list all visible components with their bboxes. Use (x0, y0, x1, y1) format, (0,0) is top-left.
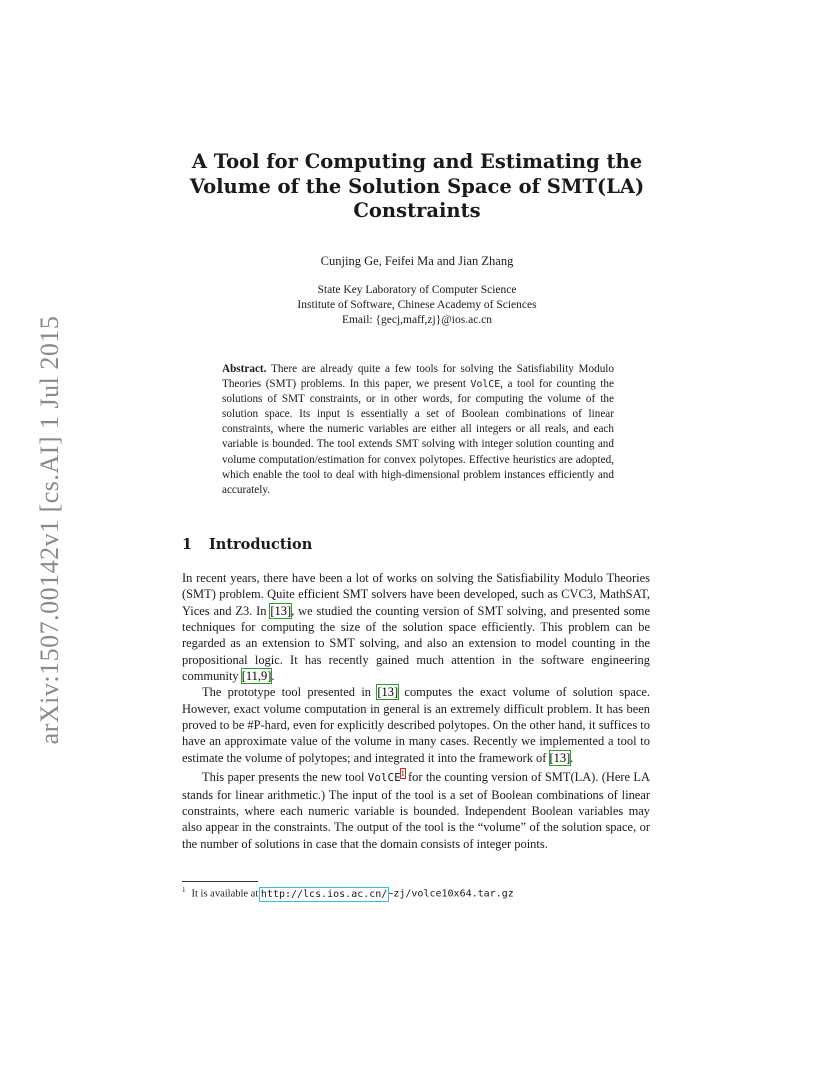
citation-link[interactable]: [13] (549, 750, 571, 765)
text-run: computes the exact volume of solution space. However, exact volume computation in general is an extremely difficult problem. It has been proved to be #P-hard, even for explicitly described polytopes. On the other hand, it suffices to have an approximate value of the volume in many cases. Recently we implemented a tool to estimate the volume of polytopes; and integrated it into the framework of (182, 685, 651, 765)
paragraph (182, 684, 650, 766)
footnote-mark: 1 (182, 886, 186, 894)
text-run: . (570, 750, 574, 765)
text-run: The prototype tool presented in (202, 685, 378, 700)
paragraph (182, 570, 650, 684)
text-run: for the counting version of SMT(LA). (Here LA stands for linear arithmetic.) The input of the tool is a set of Boolean combinations of linear constraints, where each numeric variable is bounded. Independent Boolean variables may also appear in the constraints. The output of the tool is the “volume” of the solution space, or the number of solutions in case that the domain consists of integer points. (182, 770, 650, 851)
abstract-text: , a tool for counting the solutions of SMT constraints, or in other words, for computing the volume of the solution space. Its input is essentially a set of Boolean combinations of linear constraints, where the numeric variables are either all integers or all reals, and each variable is bounded. The tool extends SMT solving with integer solution counting and volume computation/estimation for convex polytopes. Effective heuristics are adopted, which enable the tool to deal with high-dimensional problem instances efficiently and accurately. (222, 378, 614, 496)
section-number: 1 (182, 536, 193, 553)
footnote (182, 886, 514, 900)
abstract-heading: Abstract. (222, 363, 267, 375)
text-run: , we studied the counting version of SMT solving, and presented some techniques for computing the size of the solution space efficiently. This problem can be regarded as an extension to SMT solving, and also an extension to model counting in the propositional logic. It has recently gained much attention in the software engineering community (182, 603, 650, 684)
title-line: Constraints (353, 199, 481, 222)
citation-link[interactable]: [13] (270, 603, 292, 618)
affiliation-lab: State Key Laboratory of Computer Science (317, 284, 517, 296)
footnote-link[interactable]: 1 (400, 769, 405, 779)
author-list: Cunjing Ge, Feifei Ma and Jian Zhang (320, 254, 514, 268)
arxiv-identifier: arXiv:1507.00142v1 [cs.AI] 1 Jul 2015 (35, 315, 64, 745)
affiliation (150, 283, 684, 328)
title-line: Volume of the Solution Space of SMT(LA) (189, 174, 645, 198)
section-title: Introduction (209, 536, 313, 553)
affiliation-institute: Institute of Software, Chinese Academy of Sciences (297, 299, 537, 311)
tool-name: VolCE (470, 379, 501, 391)
body-text (182, 570, 650, 852)
abstract (222, 362, 614, 498)
paragraph (182, 766, 650, 852)
affiliation-email: Email: {gecj,maff,zj}@ios.ac.cn (341, 314, 493, 326)
abstract-text: There are already quite a few tools for solving the Satisfiability Modulo Theories (SMT) problems. In this paper, we present (222, 363, 614, 391)
url-link[interactable]: http://lcs.ios.ac.cn/ (260, 888, 388, 900)
citation-link[interactable]: [13] (377, 685, 399, 700)
footnote-text: It is available at (191, 888, 261, 900)
section-heading (182, 536, 312, 553)
title-line: A Tool for Computing and Estimating the (191, 150, 643, 173)
url-path: ~zj/volce10x64.tar.gz (387, 888, 514, 900)
text-run: In recent years, there have been a lot of works on solving the Satisfiability Modulo Theories (SMT) problem. Quite efficient SMT solvers have been developed, such as CVC3, MathSAT, Yices and Z3. In (182, 571, 650, 618)
text-run: . (271, 669, 275, 684)
tool-name: VolCE (367, 771, 401, 785)
footnote-divider (182, 881, 258, 882)
paper-title (150, 150, 684, 224)
citation-link[interactable]: [11,9] (241, 669, 272, 684)
text-run: This paper presents the new tool (202, 770, 368, 785)
